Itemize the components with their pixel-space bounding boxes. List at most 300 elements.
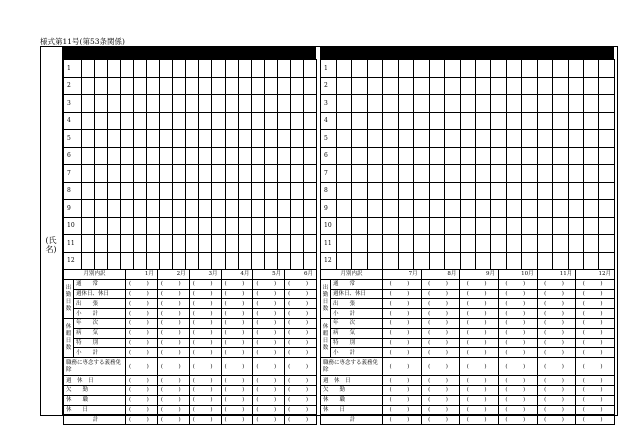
day-cell[interactable] <box>160 147 173 165</box>
month-value-cell[interactable] <box>253 385 285 395</box>
month-value-cell[interactable] <box>253 338 285 348</box>
month-value-cell[interactable] <box>126 299 158 309</box>
day-cell[interactable] <box>147 60 160 78</box>
day-cell[interactable] <box>186 112 199 130</box>
month-value-cell[interactable] <box>221 358 253 376</box>
month-value-cell[interactable] <box>537 299 576 309</box>
month-value-cell[interactable] <box>285 289 317 299</box>
day-cell[interactable] <box>108 147 121 165</box>
day-cell[interactable] <box>383 95 398 113</box>
day-cell[interactable] <box>108 165 121 183</box>
day-cell[interactable] <box>445 200 460 218</box>
day-cell[interactable] <box>121 112 134 130</box>
day-cell[interactable] <box>199 252 212 270</box>
day-cell[interactable] <box>414 252 429 270</box>
day-cell[interactable] <box>173 200 186 218</box>
day-cell[interactable] <box>584 235 599 253</box>
month-value-cell[interactable] <box>253 395 285 405</box>
day-cell[interactable] <box>134 60 147 78</box>
day-cell[interactable] <box>584 60 599 78</box>
day-cell[interactable] <box>303 200 316 218</box>
day-cell[interactable] <box>277 147 290 165</box>
day-cell[interactable] <box>537 147 552 165</box>
day-cell[interactable] <box>599 235 614 253</box>
month-value-cell[interactable] <box>498 376 537 386</box>
month-value-cell[interactable] <box>460 376 499 386</box>
day-cell[interactable] <box>82 182 95 200</box>
month-value-cell[interactable] <box>285 358 317 376</box>
day-cell[interactable] <box>460 95 475 113</box>
day-cell[interactable] <box>383 252 398 270</box>
day-cell[interactable] <box>147 147 160 165</box>
month-value-cell[interactable] <box>253 328 285 338</box>
month-value-cell[interactable] <box>460 289 499 299</box>
day-cell[interactable] <box>337 112 352 130</box>
month-value-cell[interactable] <box>383 358 422 376</box>
day-cell[interactable] <box>121 77 134 95</box>
day-cell[interactable] <box>277 235 290 253</box>
day-cell[interactable] <box>264 112 277 130</box>
month-value-cell[interactable] <box>157 415 189 425</box>
day-cell[interactable] <box>383 217 398 235</box>
month-value-cell[interactable] <box>537 415 576 425</box>
day-cell[interactable] <box>134 130 147 148</box>
day-cell[interactable] <box>121 165 134 183</box>
month-value-cell[interactable] <box>126 385 158 395</box>
day-cell[interactable] <box>303 112 316 130</box>
day-cell[interactable] <box>398 200 413 218</box>
month-value-cell[interactable] <box>285 385 317 395</box>
day-cell[interactable] <box>383 147 398 165</box>
day-cell[interactable] <box>506 252 521 270</box>
day-cell[interactable] <box>367 235 382 253</box>
day-cell[interactable] <box>522 77 537 95</box>
day-cell[interactable] <box>584 217 599 235</box>
day-cell[interactable] <box>398 182 413 200</box>
day-cell[interactable] <box>584 112 599 130</box>
day-cell[interactable] <box>491 235 506 253</box>
month-value-cell[interactable] <box>157 328 189 338</box>
day-cell[interactable] <box>238 147 251 165</box>
day-cell[interactable] <box>277 200 290 218</box>
day-cell[interactable] <box>186 165 199 183</box>
day-cell[interactable] <box>506 95 521 113</box>
day-cell[interactable] <box>82 147 95 165</box>
day-cell[interactable] <box>337 235 352 253</box>
day-cell[interactable] <box>303 147 316 165</box>
day-cell[interactable] <box>225 165 238 183</box>
month-value-cell[interactable] <box>253 348 285 358</box>
day-cell[interactable] <box>522 147 537 165</box>
month-value-cell[interactable] <box>498 318 537 328</box>
day-cell[interactable] <box>491 200 506 218</box>
day-cell[interactable] <box>225 130 238 148</box>
month-value-cell[interactable] <box>157 405 189 415</box>
day-cell[interactable] <box>367 60 382 78</box>
day-cell[interactable] <box>553 77 568 95</box>
day-cell[interactable] <box>238 60 251 78</box>
day-cell[interactable] <box>225 217 238 235</box>
month-value-cell[interactable] <box>460 279 499 289</box>
day-cell[interactable] <box>160 95 173 113</box>
month-value-cell[interactable] <box>189 395 221 405</box>
day-cell[interactable] <box>414 112 429 130</box>
day-cell[interactable] <box>537 77 552 95</box>
day-cell[interactable] <box>95 252 108 270</box>
day-cell[interactable] <box>445 112 460 130</box>
day-cell[interactable] <box>568 60 583 78</box>
month-value-cell[interactable] <box>460 348 499 358</box>
month-value-cell[interactable] <box>498 289 537 299</box>
day-cell[interactable] <box>568 147 583 165</box>
month-value-cell[interactable] <box>421 318 460 328</box>
day-cell[interactable] <box>82 252 95 270</box>
month-value-cell[interactable] <box>383 348 422 358</box>
month-value-cell[interactable] <box>576 395 615 405</box>
day-cell[interactable] <box>398 60 413 78</box>
day-cell[interactable] <box>82 112 95 130</box>
month-value-cell[interactable] <box>189 299 221 309</box>
month-value-cell[interactable] <box>253 289 285 299</box>
month-value-cell[interactable] <box>189 328 221 338</box>
day-cell[interactable] <box>134 252 147 270</box>
day-cell[interactable] <box>599 200 614 218</box>
day-cell[interactable] <box>290 165 303 183</box>
day-cell[interactable] <box>460 77 475 95</box>
day-cell[interactable] <box>225 112 238 130</box>
day-cell[interactable] <box>264 182 277 200</box>
day-cell[interactable] <box>568 77 583 95</box>
day-cell[interactable] <box>475 112 490 130</box>
day-cell[interactable] <box>251 182 264 200</box>
day-cell[interactable] <box>173 165 186 183</box>
day-cell[interactable] <box>429 182 444 200</box>
day-cell[interactable] <box>537 235 552 253</box>
day-cell[interactable] <box>445 147 460 165</box>
month-value-cell[interactable] <box>537 395 576 405</box>
day-cell[interactable] <box>160 77 173 95</box>
month-value-cell[interactable] <box>537 358 576 376</box>
day-cell[interactable] <box>553 165 568 183</box>
month-value-cell[interactable] <box>285 376 317 386</box>
month-value-cell[interactable] <box>537 279 576 289</box>
month-value-cell[interactable] <box>126 328 158 338</box>
day-cell[interactable] <box>553 130 568 148</box>
day-cell[interactable] <box>445 252 460 270</box>
month-value-cell[interactable] <box>498 358 537 376</box>
day-cell[interactable] <box>475 252 490 270</box>
month-value-cell[interactable] <box>157 279 189 289</box>
day-cell[interactable] <box>108 217 121 235</box>
month-value-cell[interactable] <box>576 279 615 289</box>
day-cell[interactable] <box>537 217 552 235</box>
day-cell[interactable] <box>238 77 251 95</box>
day-cell[interactable] <box>290 95 303 113</box>
day-cell[interactable] <box>238 95 251 113</box>
day-cell[interactable] <box>212 147 225 165</box>
month-value-cell[interactable] <box>157 395 189 405</box>
day-cell[interactable] <box>212 252 225 270</box>
day-cell[interactable] <box>121 200 134 218</box>
day-cell[interactable] <box>337 130 352 148</box>
month-value-cell[interactable] <box>285 279 317 289</box>
day-cell[interactable] <box>212 95 225 113</box>
day-cell[interactable] <box>522 252 537 270</box>
day-cell[interactable] <box>599 60 614 78</box>
day-cell[interactable] <box>186 60 199 78</box>
month-value-cell[interactable] <box>576 376 615 386</box>
day-cell[interactable] <box>290 235 303 253</box>
day-cell[interactable] <box>173 217 186 235</box>
month-value-cell[interactable] <box>383 309 422 319</box>
day-cell[interactable] <box>173 112 186 130</box>
day-cell[interactable] <box>475 165 490 183</box>
day-cell[interactable] <box>121 147 134 165</box>
day-cell[interactable] <box>352 147 367 165</box>
day-cell[interactable] <box>95 130 108 148</box>
month-value-cell[interactable] <box>253 309 285 319</box>
day-cell[interactable] <box>147 95 160 113</box>
day-cell[interactable] <box>199 77 212 95</box>
month-value-cell[interactable] <box>157 385 189 395</box>
month-value-cell[interactable] <box>221 328 253 338</box>
day-cell[interactable] <box>95 182 108 200</box>
day-cell[interactable] <box>537 200 552 218</box>
month-value-cell[interactable] <box>383 289 422 299</box>
day-cell[interactable] <box>337 95 352 113</box>
day-cell[interactable] <box>173 77 186 95</box>
day-cell[interactable] <box>584 182 599 200</box>
day-cell[interactable] <box>199 147 212 165</box>
day-cell[interactable] <box>367 252 382 270</box>
month-value-cell[interactable] <box>221 279 253 289</box>
day-cell[interactable] <box>134 112 147 130</box>
day-cell[interactable] <box>429 95 444 113</box>
day-cell[interactable] <box>599 217 614 235</box>
day-cell[interactable] <box>303 217 316 235</box>
day-cell[interactable] <box>160 217 173 235</box>
day-cell[interactable] <box>460 112 475 130</box>
day-cell[interactable] <box>238 252 251 270</box>
month-value-cell[interactable] <box>221 395 253 405</box>
month-value-cell[interactable] <box>126 338 158 348</box>
month-value-cell[interactable] <box>421 299 460 309</box>
day-cell[interactable] <box>251 147 264 165</box>
day-cell[interactable] <box>238 112 251 130</box>
day-cell[interactable] <box>199 200 212 218</box>
day-cell[interactable] <box>251 112 264 130</box>
day-cell[interactable] <box>251 200 264 218</box>
month-value-cell[interactable] <box>421 289 460 299</box>
month-value-cell[interactable] <box>253 415 285 425</box>
day-cell[interactable] <box>238 217 251 235</box>
day-cell[interactable] <box>160 60 173 78</box>
month-value-cell[interactable] <box>157 358 189 376</box>
day-cell[interactable] <box>212 200 225 218</box>
day-cell[interactable] <box>121 235 134 253</box>
day-cell[interactable] <box>506 77 521 95</box>
day-cell[interactable] <box>95 235 108 253</box>
day-cell[interactable] <box>367 77 382 95</box>
day-cell[interactable] <box>108 200 121 218</box>
day-cell[interactable] <box>225 252 238 270</box>
day-cell[interactable] <box>553 95 568 113</box>
day-cell[interactable] <box>445 217 460 235</box>
day-cell[interactable] <box>568 182 583 200</box>
month-value-cell[interactable] <box>537 309 576 319</box>
day-cell[interactable] <box>553 112 568 130</box>
day-cell[interactable] <box>160 235 173 253</box>
month-value-cell[interactable] <box>383 405 422 415</box>
day-cell[interactable] <box>186 182 199 200</box>
day-cell[interactable] <box>491 147 506 165</box>
month-value-cell[interactable] <box>221 318 253 328</box>
day-cell[interactable] <box>264 200 277 218</box>
day-cell[interactable] <box>367 182 382 200</box>
month-value-cell[interactable] <box>157 348 189 358</box>
day-cell[interactable] <box>212 235 225 253</box>
month-value-cell[interactable] <box>189 405 221 415</box>
day-cell[interactable] <box>212 60 225 78</box>
day-cell[interactable] <box>383 200 398 218</box>
day-cell[interactable] <box>429 165 444 183</box>
day-cell[interactable] <box>475 200 490 218</box>
day-cell[interactable] <box>429 60 444 78</box>
month-value-cell[interactable] <box>126 348 158 358</box>
month-value-cell[interactable] <box>126 405 158 415</box>
day-cell[interactable] <box>475 182 490 200</box>
day-cell[interactable] <box>491 60 506 78</box>
month-value-cell[interactable] <box>189 376 221 386</box>
day-cell[interactable] <box>568 130 583 148</box>
day-cell[interactable] <box>225 77 238 95</box>
day-cell[interactable] <box>337 77 352 95</box>
day-cell[interactable] <box>238 200 251 218</box>
day-cell[interactable] <box>491 77 506 95</box>
month-value-cell[interactable] <box>498 299 537 309</box>
month-value-cell[interactable] <box>285 348 317 358</box>
day-cell[interactable] <box>147 200 160 218</box>
day-cell[interactable] <box>491 252 506 270</box>
day-cell[interactable] <box>506 165 521 183</box>
month-value-cell[interactable] <box>221 385 253 395</box>
day-cell[interactable] <box>460 252 475 270</box>
day-cell[interactable] <box>199 60 212 78</box>
day-cell[interactable] <box>134 95 147 113</box>
month-value-cell[interactable] <box>460 318 499 328</box>
month-value-cell[interactable] <box>253 318 285 328</box>
day-cell[interactable] <box>383 77 398 95</box>
day-cell[interactable] <box>95 77 108 95</box>
day-cell[interactable] <box>352 252 367 270</box>
day-cell[interactable] <box>251 252 264 270</box>
day-cell[interactable] <box>212 165 225 183</box>
day-cell[interactable] <box>238 182 251 200</box>
month-value-cell[interactable] <box>221 405 253 415</box>
day-cell[interactable] <box>303 182 316 200</box>
day-cell[interactable] <box>95 200 108 218</box>
day-cell[interactable] <box>367 130 382 148</box>
day-cell[interactable] <box>95 95 108 113</box>
month-value-cell[interactable] <box>285 328 317 338</box>
day-cell[interactable] <box>264 95 277 113</box>
day-cell[interactable] <box>599 77 614 95</box>
day-cell[interactable] <box>121 252 134 270</box>
month-value-cell[interactable] <box>421 328 460 338</box>
day-cell[interactable] <box>186 130 199 148</box>
day-cell[interactable] <box>568 165 583 183</box>
day-cell[interactable] <box>553 147 568 165</box>
day-cell[interactable] <box>553 182 568 200</box>
day-cell[interactable] <box>522 200 537 218</box>
day-cell[interactable] <box>522 60 537 78</box>
day-cell[interactable] <box>460 235 475 253</box>
day-cell[interactable] <box>251 95 264 113</box>
day-cell[interactable] <box>414 77 429 95</box>
month-value-cell[interactable] <box>221 376 253 386</box>
month-value-cell[interactable] <box>126 376 158 386</box>
month-value-cell[interactable] <box>537 385 576 395</box>
day-cell[interactable] <box>147 112 160 130</box>
month-value-cell[interactable] <box>421 376 460 386</box>
day-cell[interactable] <box>414 235 429 253</box>
day-cell[interactable] <box>186 217 199 235</box>
day-cell[interactable] <box>277 112 290 130</box>
month-value-cell[interactable] <box>421 358 460 376</box>
day-cell[interactable] <box>491 217 506 235</box>
day-cell[interactable] <box>186 147 199 165</box>
month-value-cell[interactable] <box>189 415 221 425</box>
day-cell[interactable] <box>383 235 398 253</box>
day-cell[interactable] <box>352 217 367 235</box>
month-value-cell[interactable] <box>221 289 253 299</box>
day-cell[interactable] <box>82 95 95 113</box>
month-value-cell[interactable] <box>576 338 615 348</box>
day-cell[interactable] <box>121 95 134 113</box>
day-cell[interactable] <box>414 95 429 113</box>
day-cell[interactable] <box>225 182 238 200</box>
month-value-cell[interactable] <box>285 309 317 319</box>
day-cell[interactable] <box>173 235 186 253</box>
month-value-cell[interactable] <box>221 338 253 348</box>
day-cell[interactable] <box>429 77 444 95</box>
day-cell[interactable] <box>398 130 413 148</box>
day-cell[interactable] <box>352 182 367 200</box>
day-cell[interactable] <box>134 165 147 183</box>
day-cell[interactable] <box>82 60 95 78</box>
month-value-cell[interactable] <box>460 328 499 338</box>
day-cell[interactable] <box>491 182 506 200</box>
month-value-cell[interactable] <box>285 395 317 405</box>
day-cell[interactable] <box>303 60 316 78</box>
day-cell[interactable] <box>398 217 413 235</box>
month-value-cell[interactable] <box>576 385 615 395</box>
day-cell[interactable] <box>121 182 134 200</box>
day-cell[interactable] <box>277 60 290 78</box>
day-cell[interactable] <box>186 200 199 218</box>
day-cell[interactable] <box>290 60 303 78</box>
month-value-cell[interactable] <box>537 328 576 338</box>
day-cell[interactable] <box>352 77 367 95</box>
day-cell[interactable] <box>460 217 475 235</box>
month-value-cell[interactable] <box>537 376 576 386</box>
day-cell[interactable] <box>134 147 147 165</box>
day-cell[interactable] <box>199 95 212 113</box>
day-cell[interactable] <box>108 77 121 95</box>
day-cell[interactable] <box>584 77 599 95</box>
day-cell[interactable] <box>134 182 147 200</box>
month-value-cell[interactable] <box>157 299 189 309</box>
